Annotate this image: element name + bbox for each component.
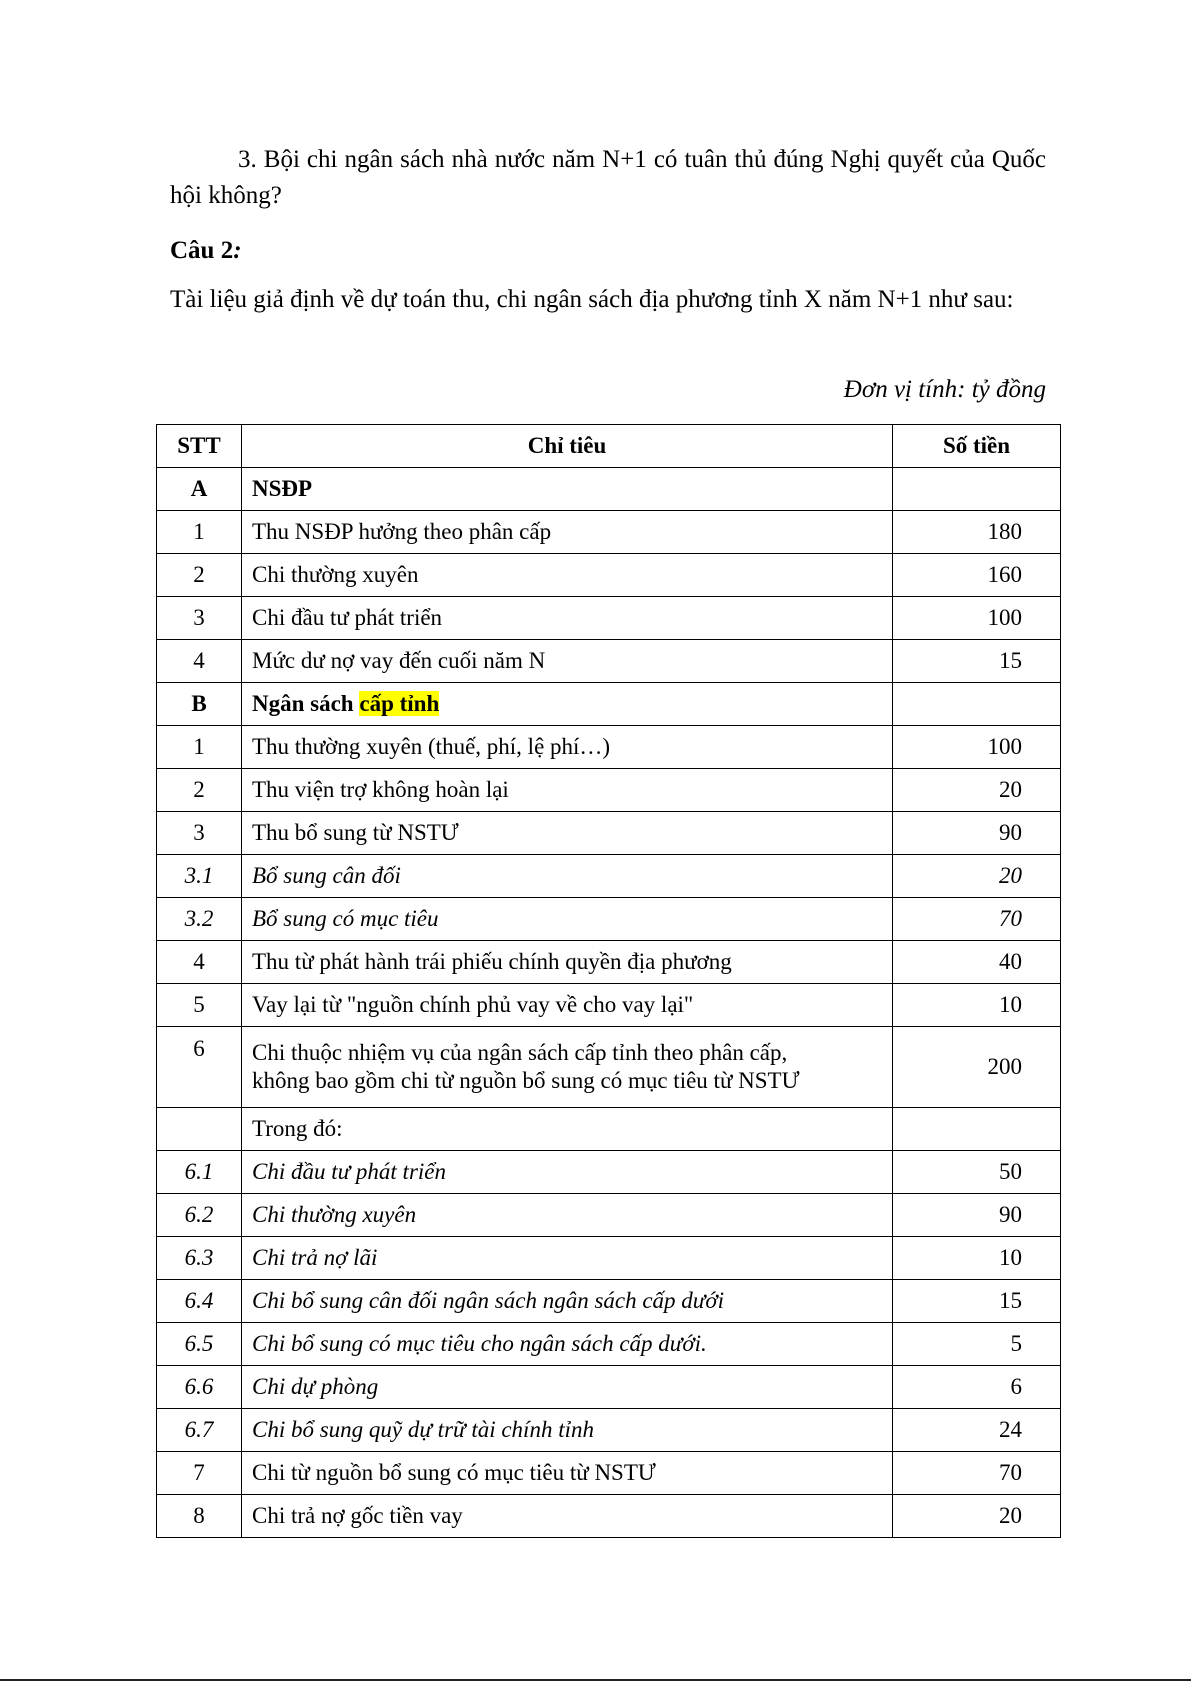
question-heading — [170, 233, 1046, 269]
row-amount: 100 — [893, 597, 1061, 640]
table-row — [157, 554, 1061, 597]
table-row — [157, 1409, 1061, 1452]
row-stt: 5 — [157, 984, 242, 1027]
row-amount: 15 — [893, 640, 1061, 683]
header-amount: Số tiền — [893, 425, 1061, 468]
table-row — [157, 1323, 1061, 1366]
header-item: Chỉ tiêu — [242, 425, 893, 468]
row-amount: 90 — [893, 812, 1061, 855]
row-label: Thu bổ sung từ NSTƯ — [242, 812, 893, 855]
row-amount: 20 — [893, 769, 1061, 812]
row-stt: 3 — [157, 597, 242, 640]
table-row — [157, 1027, 1061, 1108]
table-row — [157, 941, 1061, 984]
table-row — [157, 597, 1061, 640]
row-label: Chi dự phòng — [242, 1366, 893, 1409]
row-stt: 8 — [157, 1495, 242, 1538]
row-stt: 6.4 — [157, 1280, 242, 1323]
row-label: Chi đầu tư phát triển — [242, 597, 893, 640]
row-label: Bổ sung có mục tiêu — [242, 898, 893, 941]
section-amount — [893, 683, 1061, 726]
row-amount: 20 — [893, 1495, 1061, 1538]
row-amount: 40 — [893, 941, 1061, 984]
row-amount — [893, 1108, 1061, 1151]
row-label: Chi bổ sung có mục tiêu cho ngân sách cấp dưới. — [242, 1323, 893, 1366]
table-row — [157, 1366, 1061, 1409]
row-label-line2: không bao gồm chi từ nguồn bổ sung có mục tiêu từ NSTƯ — [252, 1068, 800, 1093]
row-label: Thu viện trợ không hoàn lại — [242, 769, 893, 812]
row-label: Vay lại từ "nguồn chính phủ vay về cho vay lại" — [242, 984, 893, 1027]
row-label: Thu từ phát hành trái phiếu chính quyền địa phương — [242, 941, 893, 984]
section-stt: A — [157, 468, 242, 511]
row-stt: 6 — [157, 1027, 242, 1108]
row-label-line1: Chi thuộc nhiệm vụ của ngân sách cấp tỉnh theo phân cấp, — [252, 1040, 788, 1065]
row-label: Chi đầu tư phát triển — [242, 1151, 893, 1194]
row-amount: 10 — [893, 984, 1061, 1027]
row-amount: 6 — [893, 1366, 1061, 1409]
row-amount: 20 — [893, 855, 1061, 898]
row-stt: 1 — [157, 726, 242, 769]
page-bottom-rule — [0, 1679, 1191, 1681]
intro-paragraph: 3. Bội chi ngân sách nhà nước năm N+1 có tuân thủ đúng Nghị quyết của Quốc hội không? — [170, 146, 1046, 209]
section-label-text: Ngân sách — [252, 691, 360, 716]
header-row — [157, 425, 1061, 468]
row-stt: 2 — [157, 769, 242, 812]
question-colon: : — [233, 237, 242, 264]
row-amount: 200 — [893, 1027, 1061, 1108]
row-label: Thu thường xuyên (thuế, phí, lệ phí…) — [242, 726, 893, 769]
row-label: Chi trả nợ lãi — [242, 1237, 893, 1280]
section-row-a — [157, 468, 1061, 511]
table-row — [157, 984, 1061, 1027]
row-label: Chi bổ sung cân đối ngân sách ngân sách cấp dưới — [242, 1280, 893, 1323]
row-amount: 160 — [893, 554, 1061, 597]
row-stt: 7 — [157, 1452, 242, 1495]
table-row — [157, 769, 1061, 812]
table-row — [157, 812, 1061, 855]
row-stt: 6.3 — [157, 1237, 242, 1280]
table-row — [157, 511, 1061, 554]
row-amount: 5 — [893, 1323, 1061, 1366]
unit-note: Đơn vị tính: tỷ đồng — [843, 376, 1046, 403]
budget-table — [156, 424, 1061, 1538]
table-row — [157, 1194, 1061, 1237]
table-row — [157, 1280, 1061, 1323]
row-label: Mức dư nợ vay đến cuối năm N — [242, 640, 893, 683]
question-label: Câu 2 — [170, 237, 234, 264]
table-row — [157, 1452, 1061, 1495]
row-stt: 4 — [157, 941, 242, 984]
row-stt: 6.6 — [157, 1366, 242, 1409]
table-row — [157, 898, 1061, 941]
table-row — [157, 1108, 1061, 1151]
row-amount: 10 — [893, 1237, 1061, 1280]
row-stt: 3.1 — [157, 855, 242, 898]
section-label: NSĐP — [242, 468, 893, 511]
row-label: Chi từ nguồn bổ sung có mục tiêu từ NSTƯ — [242, 1452, 893, 1495]
table-row — [157, 726, 1061, 769]
row-stt: 6.1 — [157, 1151, 242, 1194]
row-label: Chi thường xuyên — [242, 1194, 893, 1237]
row-amount: 70 — [893, 1452, 1061, 1495]
table-row — [157, 1151, 1061, 1194]
description-paragraph: Tài liệu giả định về dự toán thu, chi ngân sách địa phương tỉnh X năm N+1 như sau: — [170, 286, 1014, 313]
row-amount: 15 — [893, 1280, 1061, 1323]
section-amount — [893, 468, 1061, 511]
row-label: Bổ sung cân đối — [242, 855, 893, 898]
row-label — [242, 1027, 893, 1108]
section-label — [242, 683, 893, 726]
row-label: Chi trả nợ gốc tiền vay — [242, 1495, 893, 1538]
row-amount: 70 — [893, 898, 1061, 941]
row-label: Trong đó: — [242, 1108, 893, 1151]
section-label-highlight: cấp tỉnh — [359, 691, 440, 716]
row-stt: 4 — [157, 640, 242, 683]
row-stt: 6.7 — [157, 1409, 242, 1452]
header-stt: STT — [157, 425, 242, 468]
row-amount: 90 — [893, 1194, 1061, 1237]
section-row-b — [157, 683, 1061, 726]
row-amount: 180 — [893, 511, 1061, 554]
row-label: Thu NSĐP hưởng theo phân cấp — [242, 511, 893, 554]
row-stt: 3 — [157, 812, 242, 855]
row-label: Chi thường xuyên — [242, 554, 893, 597]
row-stt: 3.2 — [157, 898, 242, 941]
row-amount: 24 — [893, 1409, 1061, 1452]
row-stt — [157, 1108, 242, 1151]
table-row — [157, 855, 1061, 898]
table-row — [157, 1237, 1061, 1280]
row-stt: 2 — [157, 554, 242, 597]
row-stt: 6.5 — [157, 1323, 242, 1366]
row-stt: 1 — [157, 511, 242, 554]
table-row — [157, 640, 1061, 683]
row-stt: 6.2 — [157, 1194, 242, 1237]
row-label: Chi bổ sung quỹ dự trữ tài chính tỉnh — [242, 1409, 893, 1452]
row-amount: 50 — [893, 1151, 1061, 1194]
section-stt: B — [157, 683, 242, 726]
row-amount: 100 — [893, 726, 1061, 769]
table-row — [157, 1495, 1061, 1538]
